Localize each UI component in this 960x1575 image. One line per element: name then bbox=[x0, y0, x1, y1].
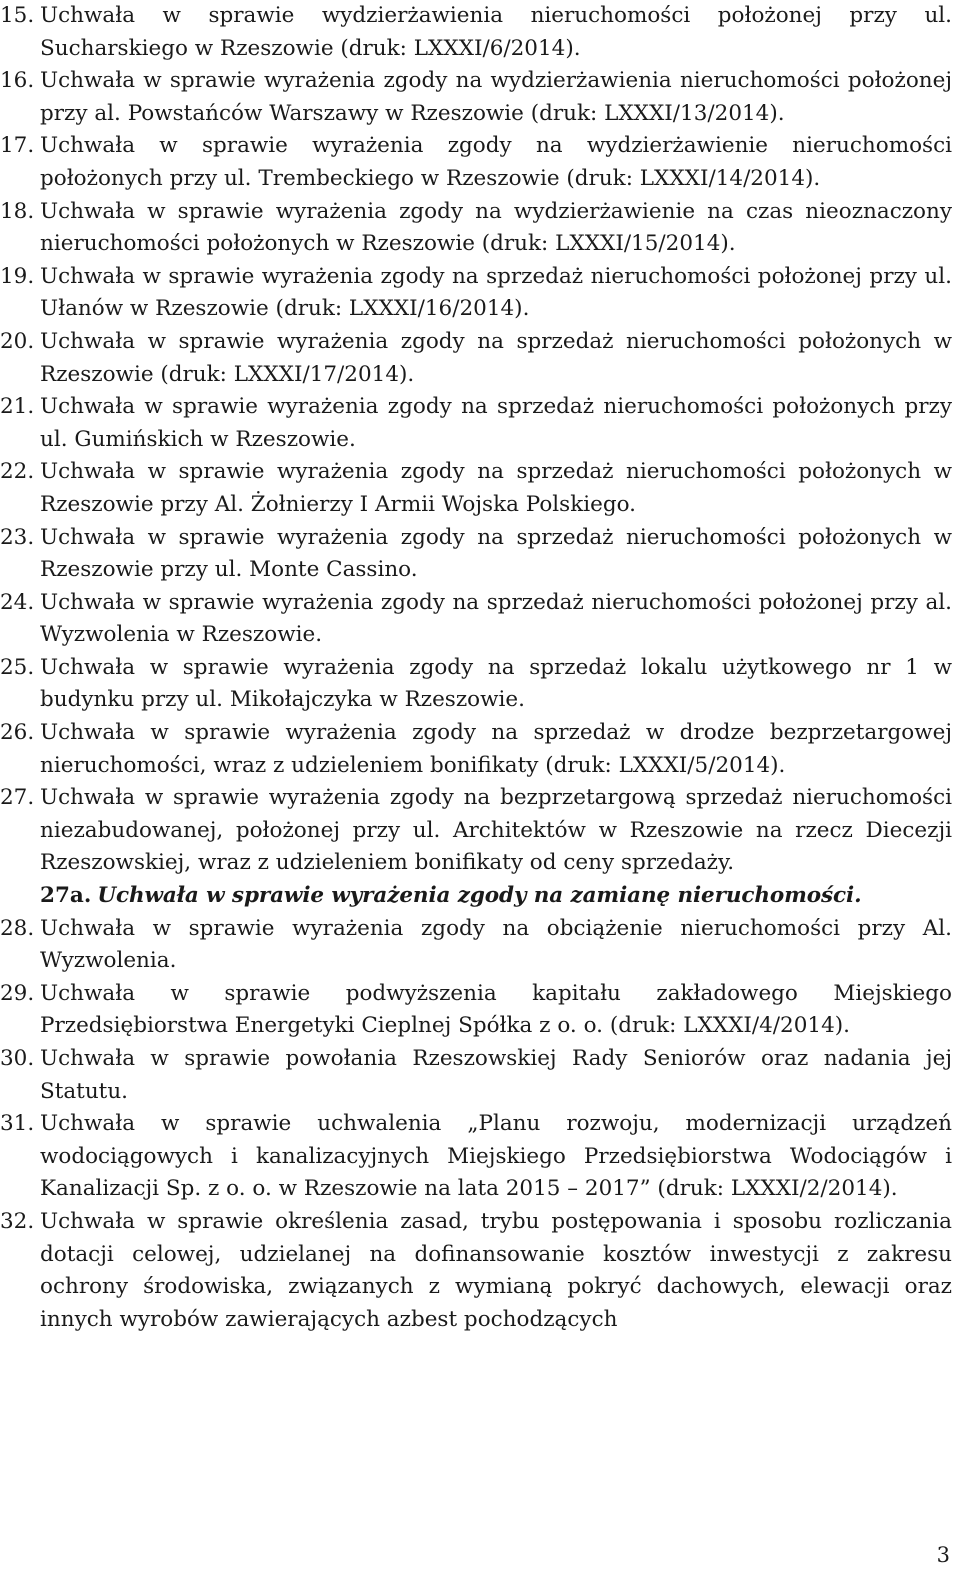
item-text: Uchwała w sprawie wyrażenia zgody na sprzedaż nieruchomości położonych w Rzeszowie przy Al. Żołnierzy I Armii Wojska Polskiego. bbox=[40, 459, 952, 517]
item-text: Uchwała w sprawie wyrażenia zgody na wydzierżawienia nieruchomości położonej przy al. Powstańców Warszawy w Rzeszowie (druk: LXXXI/13/2014). bbox=[40, 68, 952, 126]
item-text: Uchwała w sprawie powołania Rzeszowskiej Rady Seniorów oraz nadania jej Statutu. bbox=[40, 1046, 952, 1104]
item-number: 16. bbox=[0, 68, 35, 94]
item-number: 29. bbox=[0, 980, 35, 1006]
list-item bbox=[0, 522, 952, 587]
item-number: 18. bbox=[0, 198, 35, 224]
page-number: 3 bbox=[936, 1543, 950, 1567]
item-number: 24. bbox=[0, 589, 35, 615]
list-item bbox=[0, 1043, 952, 1108]
item-number: 15. bbox=[0, 3, 35, 28]
list-item bbox=[0, 130, 952, 195]
item-text: Uchwała w sprawie określenia zasad, trybu postępowania i sposobu rozliczania dotacji celowej, udzielanej na dofinansowanie kosztów inwestycji z zakresu ochrony środowiska, związanych z wymianą pokryć dachowych, elewacji oraz innych wyrobów zawierających azbest pochodzących bbox=[40, 1208, 952, 1332]
list-item bbox=[0, 1108, 952, 1206]
item-text: Uchwała w sprawie wyrażenia zgody na bezprzetargową sprzedaż nieruchomości niezabudowanej, położonej przy ul. Architektów w Rzeszowie na rzecz Diecezji Rzeszowskiej, wraz z udzieleniem bonifikaty od ceny sprzedaży. bbox=[40, 785, 952, 876]
item-number: 32. bbox=[0, 1208, 35, 1234]
item-text: Uchwała w sprawie wyrażenia zgody na wydzierżawienie na czas nieoznaczony nieruchomości położonych w Rzeszowie (druk: LXXXI/15/2014). bbox=[40, 198, 952, 257]
list-item bbox=[0, 978, 952, 1043]
item-text: Uchwała w sprawie wyrażenia zgody na sprzedaż lokalu użytkowego nr 1 w budynku przy ul. Mikołajczyka w Rzeszowie. bbox=[40, 654, 952, 713]
list-item bbox=[0, 0, 952, 65]
list-item bbox=[0, 652, 952, 717]
item-number: 26. bbox=[0, 720, 35, 746]
list-item bbox=[0, 261, 952, 326]
list-item bbox=[0, 65, 952, 130]
list-item bbox=[0, 587, 952, 652]
item-number: 31. bbox=[0, 1111, 35, 1137]
item-text: Uchwała w sprawie uchwalenia „Planu rozwoju, modernizacji urządzeń wodociągowych i kanalizacyjnych Miejskiego Przedsiębiorstwa Wodociągów i Kanalizacji Sp. z o. o. w Rzeszowie na lata 2015 – 2017” (druk: LXXXI/2/2014). bbox=[40, 1111, 952, 1202]
item-number: 27a. bbox=[40, 883, 92, 909]
item-text: Uchwała w sprawie wyrażenia zgody na sprzedaż nieruchomości położonych w Rzeszowie przy ul. Monte Cassino. bbox=[40, 524, 952, 583]
item-number: 19. bbox=[0, 263, 35, 289]
list-item bbox=[0, 391, 952, 456]
list-item bbox=[0, 782, 952, 880]
list-item bbox=[0, 326, 952, 391]
item-text: Uchwała w sprawie wyrażenia zgody na obciążenie nieruchomości przy Al. Wyzwolenia. bbox=[40, 915, 952, 974]
item-number: 22. bbox=[0, 459, 35, 485]
item-text: Uchwała w sprawie wydzierżawienia nieruchomości położonej przy ul. Sucharskiego w Rzeszowie (druk: LXXXI/6/2014). bbox=[40, 3, 952, 61]
item-number: 27. bbox=[0, 785, 35, 811]
item-text: Uchwała w sprawie wyrażenia zgody na zamianę nieruchomości. bbox=[97, 883, 862, 909]
item-number: 30. bbox=[0, 1046, 35, 1071]
item-text: Uchwała w sprawie wyrażenia zgody na sprzedaż nieruchomości położonej przy al. Wyzwolenia w Rzeszowie. bbox=[40, 589, 952, 648]
item-number: 21. bbox=[0, 394, 35, 420]
item-number: 20. bbox=[0, 328, 35, 354]
list-item bbox=[0, 717, 952, 782]
list-item bbox=[0, 196, 952, 261]
list-item bbox=[0, 456, 952, 521]
item-text: Uchwała w sprawie wyrażenia zgody na sprzedaż w drodze bezprzetargowej nieruchomości, wraz z udzieleniem bonifikaty (druk: LXXXI/5/2014). bbox=[40, 720, 952, 778]
list-item-emphasized bbox=[0, 880, 952, 913]
item-text: Uchwała w sprawie wyrażenia zgody na sprzedaż nieruchomości położonych w Rzeszowie (druk: LXXXI/17/2014). bbox=[40, 328, 952, 387]
item-number: 23. bbox=[0, 524, 35, 550]
item-text: Uchwała w sprawie wyrażenia zgody na sprzedaż nieruchomości położonej przy ul. Ułanów w Rzeszowie (druk: LXXXI/16/2014). bbox=[40, 263, 952, 322]
item-number: 25. bbox=[0, 654, 35, 680]
item-text: Uchwała w sprawie podwyższenia kapitału zakładowego Miejskiego Przedsiębiorstwa Energetyki Cieplnej Spółka z o. o. (druk: LXXXI/4/2014). bbox=[40, 980, 952, 1039]
item-number: 17. bbox=[0, 133, 35, 159]
item-text: Uchwała w sprawie wyrażenia zgody na sprzedaż nieruchomości położonych przy ul. Gumińskich w Rzeszowie. bbox=[40, 394, 952, 452]
list-item bbox=[0, 1206, 952, 1336]
item-text: Uchwała w sprawie wyrażenia zgody na wydzierżawienie nieruchomości położonych przy ul. Trembeckiego w Rzeszowie (druk: LXXXI/14/2014). bbox=[40, 133, 952, 191]
item-number: 28. bbox=[0, 915, 35, 941]
list-item bbox=[0, 913, 952, 978]
